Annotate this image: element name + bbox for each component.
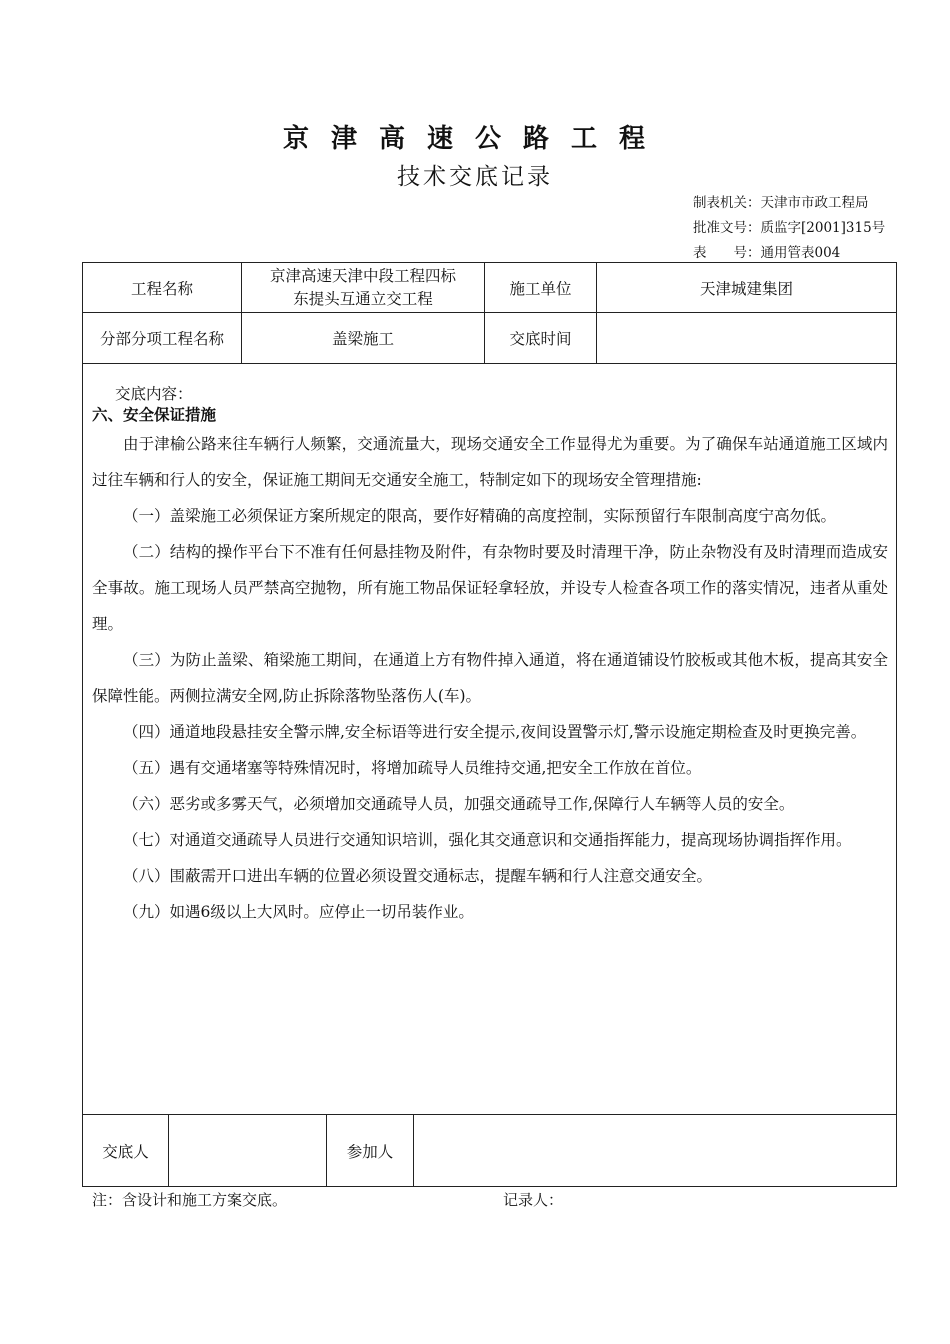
- subproject-value[interactable]: 盖梁施工: [242, 313, 485, 364]
- form-row-subproject: [83, 313, 897, 364]
- project-name-label: 工程名称: [83, 263, 242, 313]
- approval-number: 批准文号：质监字[2001]315号: [693, 220, 886, 236]
- project-name-line: 京津高速天津中段工程四标: [269, 266, 456, 285]
- form-row-project: [83, 263, 897, 313]
- content-paragraph: 由于津榆公路来往车辆行人频繁，交通流量大，现场交通安全工作显得尤为重要。为了确保车站通道施工区域内过往车辆和行人的安全，保证施工期间无交通安全施工，特制定如下的现场安全管理措施:: [92, 435, 888, 489]
- date-value[interactable]: [597, 313, 897, 364]
- issuing-authority: 制表机关：天津市市政工程局: [693, 195, 869, 211]
- project-name-value[interactable]: [242, 263, 485, 313]
- participant-label: 参加人: [327, 1115, 414, 1187]
- content-body: [83, 364, 896, 930]
- content-cell[interactable]: [83, 364, 897, 1115]
- contractor-value[interactable]: 天津城建集团: [597, 263, 897, 313]
- content-paragraph: （二）结构的操作平台下不准有任何悬挂物及附件，有杂物时要及时清理干净，防止杂物没有及时清理而造成安全事故。施工现场人员严禁高空抛物，所有施工物品保证轻拿轻放，并设专人检查各项工作的落实情况，违者从重处理。: [92, 543, 888, 633]
- document-subtitle: 技术交底记录: [397, 164, 553, 190]
- date-label: 交底时间: [485, 313, 597, 364]
- signature-table: [82, 1114, 897, 1187]
- project-name-line: 东提头互通立交工程: [293, 289, 433, 308]
- content-paragraph: （九）如遇6级以上大风时。应停止一切吊装作业。: [123, 903, 474, 921]
- record-form-table: [82, 262, 897, 1115]
- content-paragraph: （四）通道地段悬挂安全警示牌,安全标语等进行安全提示,夜间设置警示灯,警示设施定期检查及时更换完善。: [123, 723, 867, 741]
- form-row-content: [83, 364, 897, 1115]
- form-number: 表 号：通用管表004: [693, 245, 841, 261]
- signature-row: [83, 1115, 897, 1187]
- participant-field[interactable]: [414, 1115, 897, 1187]
- subproject-label: 分部分项工程名称: [83, 313, 242, 364]
- presenter-label: 交底人: [83, 1115, 169, 1187]
- content-paragraph: （七）对通道交通疏导人员进行交通知识培训，强化其交通意识和交通指挥能力，提高现场协调指挥作用。: [123, 831, 852, 849]
- recorder-label: 记录人：: [503, 1191, 564, 1209]
- content-heading: 六、安全保证措施: [92, 405, 217, 424]
- footer-note: 注：含设计和施工方案交底。: [92, 1191, 288, 1209]
- content-paragraph: （六）恶劣或多雾天气，必须增加交通疏导人员，加强交通疏导工作,保障行人车辆等人员的安全。: [123, 795, 795, 813]
- content-paragraph: （五）遇有交通堵塞等特殊情况时，将增加疏导人员维持交通,把安全工作放在首位。: [123, 759, 702, 777]
- content-lead: 交底内容：: [115, 385, 193, 403]
- content-paragraph: （一）盖梁施工必须保证方案所规定的限高，要作好精确的高度控制，实际预留行车限制高度宁高勿低。: [123, 507, 837, 525]
- document-title: 京津高速公路工程: [282, 124, 667, 154]
- contractor-label: 施工单位: [485, 263, 597, 313]
- content-paragraph: （八）围蔽需开口进出车辆的位置必须设置交通标志，提醒车辆和行人注意交通安全。: [123, 867, 713, 885]
- content-paragraph: （三）为防止盖梁、箱梁施工期间，在通道上方有物件掉入通道，将在通道铺设竹胶板或其他木板，提高其安全保障性能。两侧拉满安全网,防止拆除落物坠落伤人(车)。: [92, 651, 888, 705]
- presenter-field[interactable]: [169, 1115, 327, 1187]
